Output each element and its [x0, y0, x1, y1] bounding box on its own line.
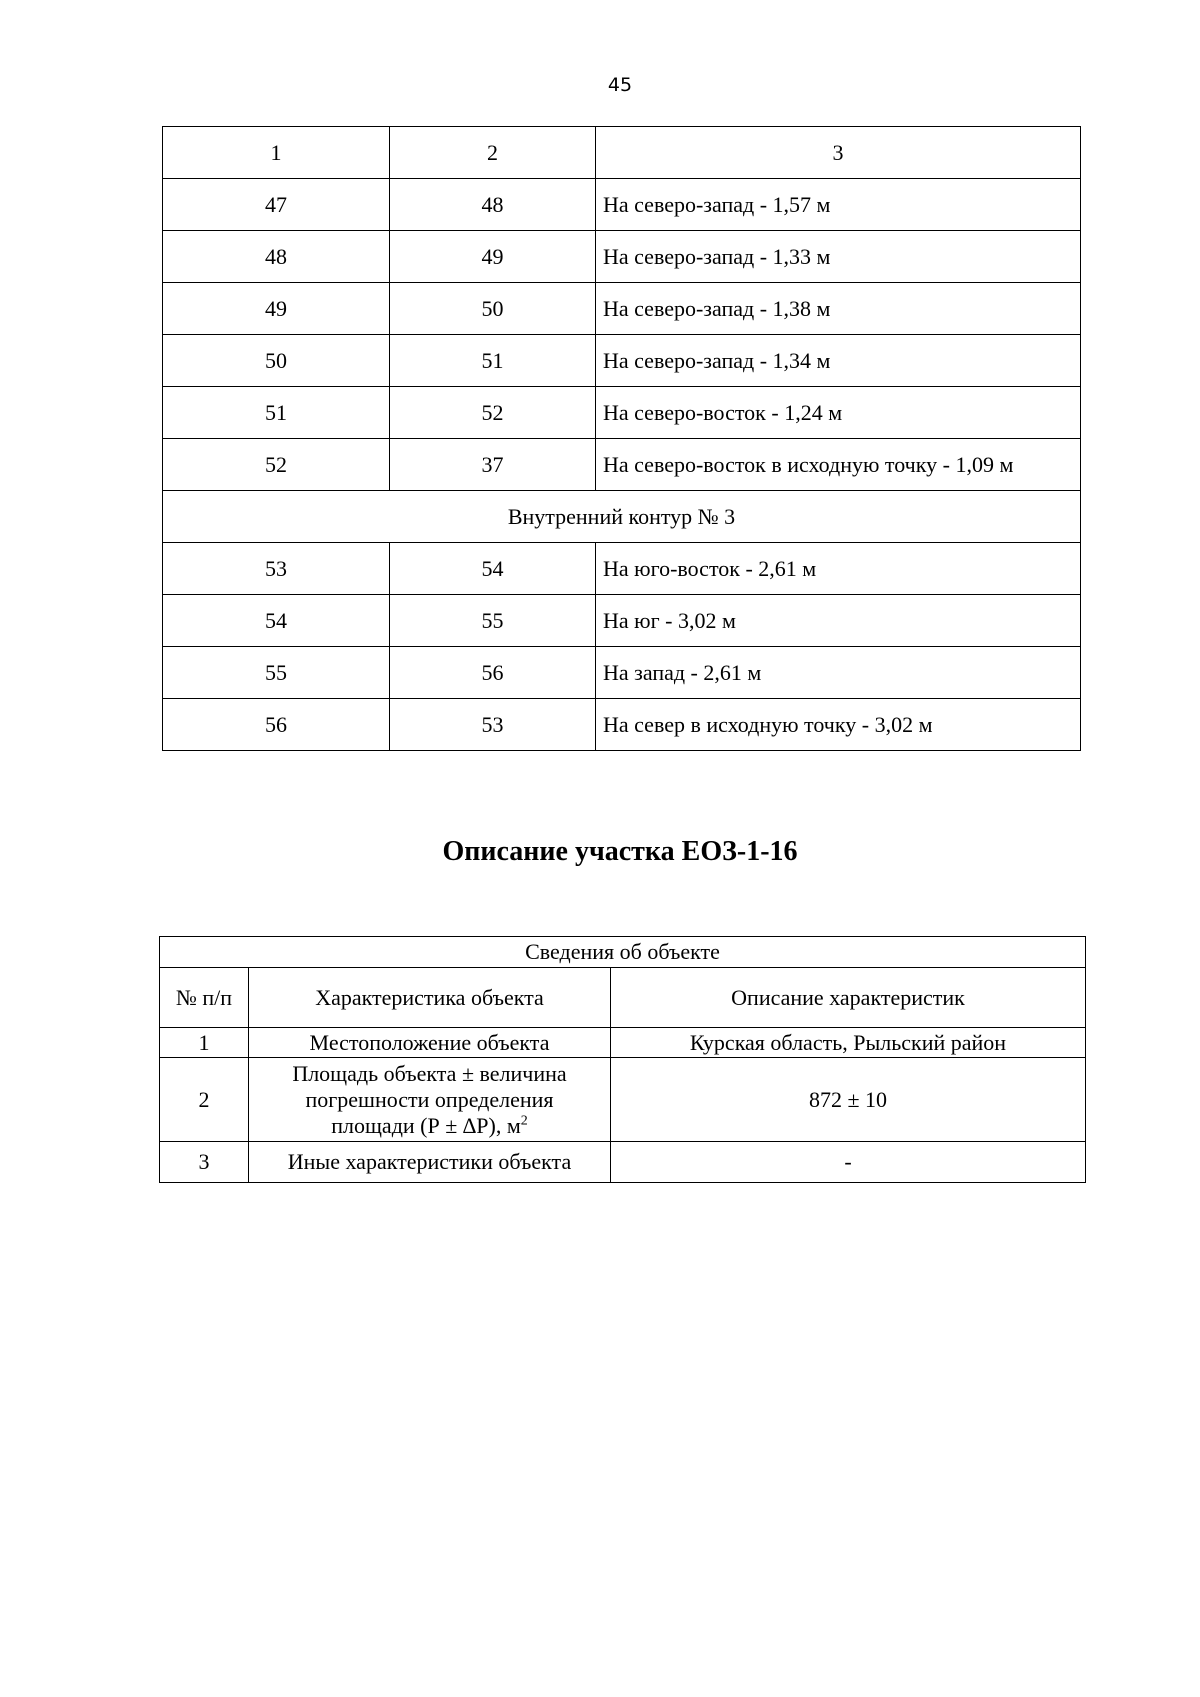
from-point-cell: 55 — [163, 647, 390, 699]
to-point-cell: 50 — [390, 283, 596, 335]
table-row — [163, 439, 1081, 491]
unit-superscript: 2 — [520, 1113, 528, 1129]
to-point-cell: 52 — [390, 387, 596, 439]
from-point-cell: 49 — [163, 283, 390, 335]
to-point-cell: 49 — [390, 231, 596, 283]
to-point-cell: 37 — [390, 439, 596, 491]
section-row — [163, 491, 1081, 543]
table-row — [163, 543, 1081, 595]
from-point-cell: 54 — [163, 595, 390, 647]
row-number: 2 — [160, 1058, 249, 1142]
object-info-table — [159, 936, 1086, 1183]
table-caption-row — [160, 937, 1086, 968]
to-point-cell: 54 — [390, 543, 596, 595]
direction-cell: На юг - 3,02 м — [596, 595, 1081, 647]
characteristic-cell: Иные характеристики объекта — [249, 1142, 611, 1183]
characteristic-line-text: площади (Р ± ∆Р), м — [331, 1112, 521, 1138]
table-caption: Сведения об объекте — [160, 937, 1086, 968]
direction-cell: На север в исходную точку - 3,02 м — [596, 699, 1081, 751]
to-point-cell: 56 — [390, 647, 596, 699]
characteristic-cell: Местоположение объекта — [249, 1028, 611, 1058]
from-point-cell: 1 — [163, 127, 390, 179]
table-row — [160, 1058, 1086, 1142]
column-header-description: Описание характеристик — [611, 968, 1086, 1028]
section-label: Внутренний контур № 3 — [163, 491, 1081, 543]
direction-cell: На северо-восток - 1,24 м — [596, 387, 1081, 439]
direction-cell: На северо-запад - 1,34 м — [596, 335, 1081, 387]
boundary-segments-table — [162, 126, 1081, 751]
direction-cell: На юго-восток - 2,61 м — [596, 543, 1081, 595]
table-row — [163, 179, 1081, 231]
characteristic-cell — [249, 1058, 611, 1142]
direction-cell: На северо-запад - 1,57 м — [596, 179, 1081, 231]
table-row — [163, 231, 1081, 283]
characteristic-line — [255, 1113, 604, 1139]
column-header-characteristic: Характеристика объекта — [249, 968, 611, 1028]
direction-cell: На северо-восток в исходную точку - 1,09 м — [596, 439, 1081, 491]
table-row — [163, 647, 1081, 699]
from-point-cell: 47 — [163, 179, 390, 231]
table-header-row — [160, 968, 1086, 1028]
from-point-cell: 53 — [163, 543, 390, 595]
from-point-cell: 50 — [163, 335, 390, 387]
table-header-row — [163, 127, 1081, 179]
table-row — [163, 387, 1081, 439]
description-cell: Курская область, Рыльский район — [611, 1028, 1086, 1058]
table-row — [163, 699, 1081, 751]
direction-cell: 3 — [596, 127, 1081, 179]
from-point-cell: 48 — [163, 231, 390, 283]
characteristic-line: Площадь объекта ± величина — [292, 1060, 567, 1086]
table-row — [160, 1142, 1086, 1183]
table-row — [163, 283, 1081, 335]
from-point-cell: 51 — [163, 387, 390, 439]
to-point-cell: 51 — [390, 335, 596, 387]
row-number: 3 — [160, 1142, 249, 1183]
section-heading: Описание участка ЕОЗ-1-16 — [442, 836, 798, 867]
column-header-number: № п/п — [160, 968, 249, 1028]
direction-cell: На северо-запад - 1,38 м — [596, 283, 1081, 335]
to-point-cell: 55 — [390, 595, 596, 647]
from-point-cell: 56 — [163, 699, 390, 751]
from-point-cell: 52 — [163, 439, 390, 491]
row-number: 1 — [160, 1028, 249, 1058]
description-cell: 872 ± 10 — [611, 1058, 1086, 1142]
characteristic-line: погрешности определения — [305, 1086, 554, 1112]
direction-cell: На запад - 2,61 м — [596, 647, 1081, 699]
table-row — [160, 1028, 1086, 1058]
direction-cell: На северо-запад - 1,33 м — [596, 231, 1081, 283]
page-number: 45 — [607, 74, 633, 96]
table-row — [163, 595, 1081, 647]
to-point-cell: 48 — [390, 179, 596, 231]
description-cell: - — [611, 1142, 1086, 1183]
to-point-cell: 53 — [390, 699, 596, 751]
to-point-cell: 2 — [390, 127, 596, 179]
table-row — [163, 335, 1081, 387]
